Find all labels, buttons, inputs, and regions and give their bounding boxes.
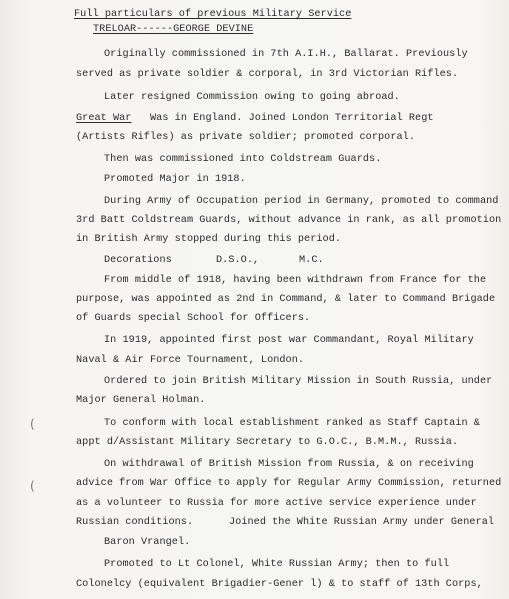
text-line: appt d/Assistant Military Secretary to G.O.C., B.M.M., Russia. — [76, 437, 459, 448]
text-line: In 1919, appointed first post war Commandant, Royal Military — [104, 335, 474, 346]
text-line: Then was commissioned into Coldstream Guards. — [104, 154, 382, 165]
text-line: (Artists Rifles) as private soldier; promoted corporal. — [76, 132, 415, 143]
decoration-dso: D.S.O., — [216, 255, 260, 266]
text-line: Naval & Air Force Tournament, London. — [76, 355, 305, 366]
text-line: Later resigned Commission owing to going abroad. — [104, 92, 400, 103]
decorations-label: Decorations — [104, 255, 172, 266]
text-line: purpose, was appointed as 2nd in Command, & later to Command Brigade — [76, 294, 496, 305]
text-line: Joined the White Russian Army under General — [229, 517, 495, 528]
document-heading: Full particulars of previous Military Service — [74, 9, 352, 20]
text-line: On withdrawal of British Mission from Russia, & on receiving — [104, 459, 474, 470]
text-line: advice from War Office to apply for Regular Army Commission, returned — [76, 478, 502, 489]
text-line: Colonelcy (equivalent Brigadier-Gener l) & to staff of 13th Corps, — [76, 579, 483, 590]
margin-punch-mark: ( — [30, 479, 35, 493]
text-line: in British Army stopped during this period. — [76, 234, 342, 245]
text-line: Ordered to join British Military Mission in South Russia, under — [104, 376, 493, 387]
text-line: Russian conditions. — [76, 517, 194, 528]
text-line: Originally commissioned in 7th A.I.H., Ballarat. Previously — [104, 49, 468, 60]
text-line: Major General Holman. — [76, 395, 206, 406]
text-line: Promoted Major in 1918. — [104, 174, 246, 185]
text-line: as a volunteer to Russia for more active service experience under — [76, 498, 477, 509]
text-line: Was in England. Joined London Territorial Regt — [150, 113, 434, 124]
text-line: Promoted to Lt Colonel, White Russian Army; then to full — [104, 559, 450, 570]
text-line: of Guards special School for Officers. — [76, 313, 311, 324]
text-line: From middle of 1918, having been withdrawn from France for the — [104, 275, 487, 286]
great-war-label: Great War — [76, 113, 132, 124]
margin-punch-mark: ( — [30, 417, 35, 431]
decoration-mc: M.C. — [299, 255, 324, 266]
text-line: 3rd Batt Coldstream Guards, without advance in rank, as all promotion — [76, 215, 502, 226]
text-line: served as private soldier & corporal, in 3rd Victorian Rifles. — [76, 69, 459, 80]
text-line: During Army of Occupation period in Germany, promoted to command — [104, 196, 499, 207]
name-line: TRELOAR------GEORGE DEVINE — [93, 24, 254, 35]
text-line: Baron Vrangel. — [104, 537, 191, 548]
text-line: To conform with local establishment ranked as Staff Captain & — [104, 418, 480, 429]
